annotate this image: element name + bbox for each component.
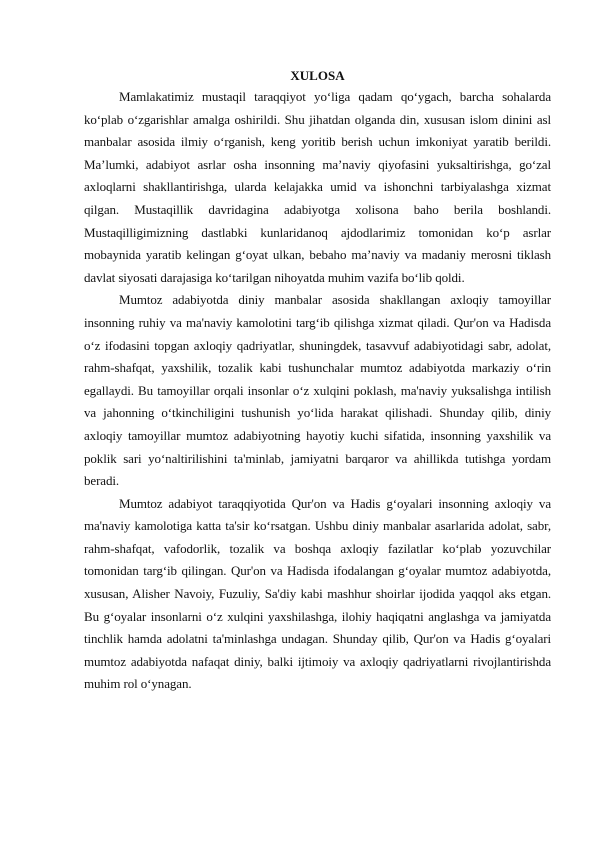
paragraph-1: Mamlakatimiz mustaqil taraqqiyot yo‘liga qadam qo‘ygach, barcha sohalarda ko‘plab o‘zgarishlar amalga oshirildi. Shu jihatdan olganda din, xususan islom dinini asl manbalar asosida ilmiy o‘rganish, keng yoritib berish uchun imkoniyat yaratib berildi. Ma’lumki, adabiyot asrlar osha insonning ma’naviy qiyofasini yuksaltirishga, go‘zal axloqlarni shakllantirishga, ularda kelajakka umid va ishonchni tarbiyalashga xizmat qilgan. Mustaqillik davridagina adabiyotga xolisona baho berila boshlandi. Mustaqilligimizning dastlabki kunlaridanoq ajdodlarimiz tomonidan ko‘p asrlar mobaynida yaratib kelingan g‘oyat ulkan, bebaho ma’naviy va madaniy merosni tiklash davlat siyosati darajasiga ko‘tarilgan nihoyatda muhim vazifa bo‘lib qoldi.: [84, 89, 551, 285]
paragraph-2: Mumtoz adabiyotda diniy manbalar asosida shakllangan axloqiy tamoyillar insonning ruhiy va ma'naviy kamolotini targ‘ib qilishga xizmat qiladi. Qur'on va Hadisda o‘z ifodasini topgan axloqiy qadriyatlar, shuningdek, tasavvuf adabiyotidagi sabr, adolat, rahm-shafqat, yaxshilik, tozalik kabi tushunchalar mumtoz adabiyotda markaziy o‘rin egallaydi. Bu tamoyillar orqali insonlar o‘z xulqini poklash, ma'naviy yuksalishga intilish va jahonning o‘tkinchiligini tushunish yo‘lida harakat qilishadi. Shunday qilib, diniy axloqiy tamoyillar mumtoz adabiyotning hayotiy kuchi sifatida, insonning yaxshilik va poklik sari yo‘naltirilishini ta'minlab, jamiyatni barqaror va ahillikda tutishga yordam beradi.: [84, 292, 551, 489]
page-title: XULOSA: [290, 68, 345, 83]
document-page: [84, 66, 551, 696]
paragraph-3: Mumtoz adabiyot taraqqiyotida Qur'on va Hadis g‘oyalari insonning axloqiy va ma'naviy kamolotiga katta ta'sir ko‘rsatgan. Ushbu diniy manbalar asarlarida adolat, sabr, rahm-shafqat, vafodorlik, tozalik va boshqa axloqiy fazilatlar ko‘plab yozuvchilar tomonidan targ‘ib qilingan. Qur'on va Hadisda ifodalangan g‘oyalar mumtoz adabiyotda, xususan, Alisher Navoiy, Fuzuliy, Sa'diy kabi mashhur shoirlar ijodida yaqqol aks etgan. Bu g‘oyalar insonlarni o‘z xulqini yaxshilashga, ilohiy haqiqatni anglashga va jamiyatda tinchlik hamda adolatni ta'minlashga undagan. Shunday qilib, Qur'on va Hadis g‘oyalari mumtoz adabiyotda nafaqat diniy, balki ijtimoiy va axloqiy qadriyatlarni rivojlantirishda muhim rol o‘ynagan.: [84, 495, 551, 692]
